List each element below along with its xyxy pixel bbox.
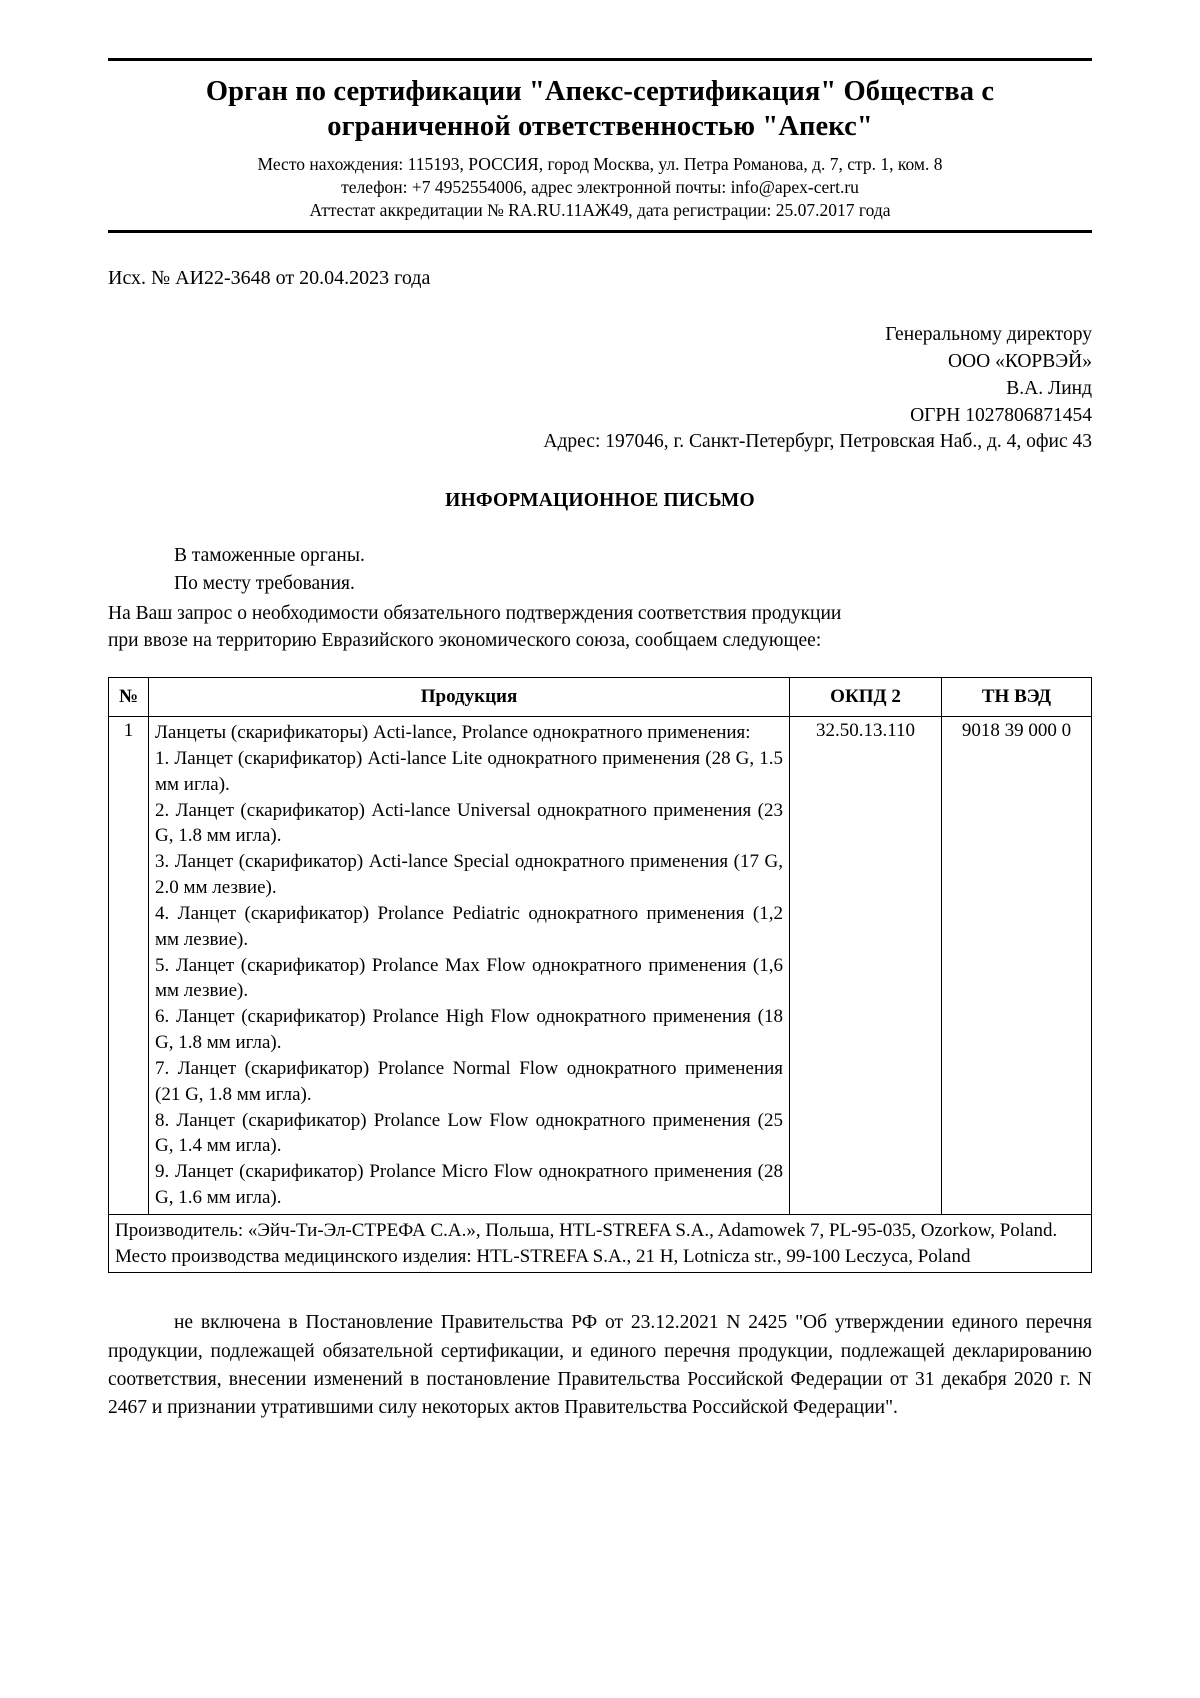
outgoing-reference: Исх. № АИ22-3648 от 20.04.2023 года [108, 266, 431, 289]
product-item: 1. Ланцет (скарификатор) Acti-lance Lite однократного применения (28 G, 1.5 мм игла). [155, 747, 783, 795]
addressee-person: В.А. Линд [1006, 377, 1092, 399]
table-header-num: № [109, 678, 149, 717]
table-footer-row [109, 1214, 1092, 1273]
product-item: 4. Ланцет (скарификатор) Prolance Pediatric однократного применения (1,2 мм лезвие). [155, 902, 783, 950]
intro-line-3: На Ваш запрос о необходимости обязательного подтверждения соответствия продукции [108, 602, 842, 624]
products-table [108, 677, 1092, 1273]
row-okpd-code: 32.50.13.110 [790, 717, 942, 1215]
manufacturer-text: Производитель: «Эйч-Ти-Эл-СТРЕФА С.А.», Польша, HTL-STREFA S.A., Adamowek 7, PL-95-035, Ozorkow, Poland. [115, 1219, 1058, 1241]
addressee-address: Адрес: 197046, г. Санкт-Петербург, Петровская Наб., д. 4, офис 43 [543, 431, 1092, 453]
letterhead-contacts: телефон: +7 4952554006, адрес электронной почты: info@apex-cert.ru [341, 176, 859, 197]
table-header-okpd: ОКПД 2 [790, 678, 942, 717]
production-site-text: Место производства медицинского изделия: HTL-STREFA S.A., 21 H, Lotnicza str., 99-100 Leczyca, Poland [115, 1245, 971, 1267]
intro-line-2: По месту требования. [174, 573, 355, 595]
letterhead [108, 58, 1092, 233]
table-header-row [109, 678, 1092, 717]
product-item: 7. Ланцет (скарификатор) Prolance Normal Flow однократного применения (21 G, 1.8 мм игла). [155, 1057, 783, 1105]
intro-line-1: В таможенные органы. [174, 545, 365, 567]
product-item: 5. Ланцет (скарификатор) Prolance Max Flow однократного применения (1,6 мм лезвие). [155, 954, 783, 1002]
letterhead-details [108, 153, 1092, 222]
product-item: 3. Ланцет (скарификатор) Acti-lance Special однократного применения (17 G, 2.0 мм лезвие). [155, 851, 783, 899]
product-items [155, 746, 783, 1211]
closing-text: не включена в Постановление Правительства РФ от 23.12.2021 N 2425 "Об утверждении единого перечня продукции, подлежащей обязательной сертификации, и единого перечня продукции, подлежащей декларированию соответствия, внесении изменений в постановление Правительства Российской Федерации от 31 декабря 2020 г. N 2467 и признании утратившими силу некоторых актов Правительства Российской Федерации". [108, 1312, 1092, 1418]
organization-title-line-2: ограниченной ответственностью "Апекс" [327, 110, 873, 142]
addressee-company: ООО «КОРВЭЙ» [947, 350, 1092, 372]
closing-paragraph [108, 1309, 1092, 1421]
letterhead-address: Место нахождения: 115193, РОССИЯ, город Москва, ул. Петра Романова, д. 7, стр. 1, ком. 8 [257, 153, 943, 174]
product-item: 8. Ланцет (скарификатор) Prolance Low Flow однократного применения (25 G, 1.4 мм игла). [155, 1109, 783, 1157]
organization-title [108, 75, 1092, 145]
product-item: 6. Ланцет (скарификатор) Prolance High Flow однократного применения (18 G, 1.8 мм игла). [155, 1006, 783, 1054]
addressee-ogrn: ОГРН 1027806871454 [910, 404, 1092, 426]
intro-line-4: при ввозе на территорию Евразийского экономического союза, сообщаем следующее: [108, 630, 822, 652]
addressee-position: Генеральному директору [885, 323, 1092, 345]
table-header-product: Продукция [149, 678, 790, 717]
manufacturer-cell [109, 1214, 1092, 1273]
table-header-tnved: ТН ВЭД [942, 678, 1092, 717]
product-item: 2. Ланцет (скарификатор) Acti-lance Universal однократного применения (23 G, 1.8 мм игла). [155, 799, 783, 847]
row-product [149, 717, 790, 1215]
row-number: 1 [109, 717, 149, 1215]
letterhead-accreditation: Аттестат аккредитации № RA.RU.11АЖ49, дата регистрации: 25.07.2017 года [309, 199, 891, 220]
addressee-block [108, 322, 1092, 457]
table-row [109, 717, 1092, 1215]
product-item: 9. Ланцет (скарификатор) Prolance Micro Flow однократного применения (28 G, 1.6 мм игла). [155, 1161, 783, 1208]
organization-title-line-1: Орган по сертификации "Апекс-сертификация" Общества с [205, 76, 995, 107]
product-lead-text: Ланцеты (скарификаторы) Acti-lance, Prolance однократного применения: [155, 722, 751, 744]
row-tnved-code: 9018 39 000 0 [942, 717, 1092, 1215]
page-title: ИНФОРМАЦИОННОЕ ПИСЬМО [445, 490, 755, 512]
intro-block [108, 542, 1092, 655]
